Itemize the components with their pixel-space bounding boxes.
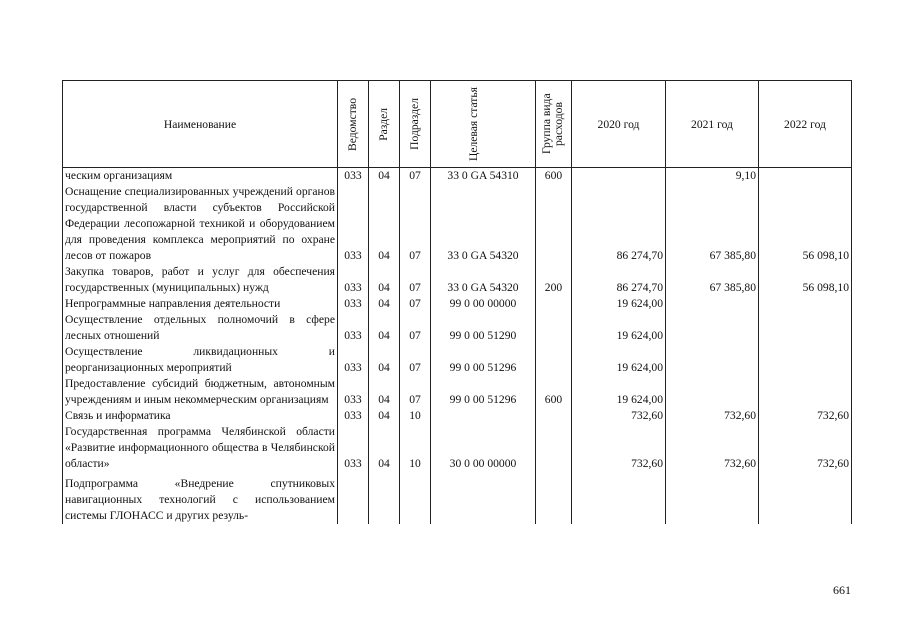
cell-podrazdel: 07 bbox=[400, 168, 431, 185]
cell-razdel: 04 bbox=[369, 168, 400, 185]
cell-group bbox=[536, 184, 572, 264]
cell-2021 bbox=[666, 344, 759, 376]
cell-2020: 732,60 bbox=[572, 424, 666, 472]
header-podrazdel-label: Подраздел bbox=[408, 98, 421, 150]
cell-2022 bbox=[759, 312, 852, 344]
cell-podrazdel: 10 bbox=[400, 424, 431, 472]
cell-2020: 19 624,00 bbox=[572, 312, 666, 344]
cell-podrazdel: 10 bbox=[400, 408, 431, 424]
table-row bbox=[63, 168, 852, 185]
cell-2021: 732,60 bbox=[666, 424, 759, 472]
cell-razdel: 04 bbox=[369, 296, 400, 312]
table-row bbox=[63, 424, 852, 472]
cell-target: 30 0 00 00000 bbox=[431, 424, 536, 472]
table-row bbox=[63, 264, 852, 296]
cell-razdel: 04 bbox=[369, 408, 400, 424]
cell-group: 600 bbox=[536, 168, 572, 185]
header-2022: 2022 год bbox=[759, 81, 852, 168]
cell-target bbox=[431, 472, 536, 524]
table-row bbox=[63, 376, 852, 408]
cell-podrazdel bbox=[400, 472, 431, 524]
cell-group: 200 bbox=[536, 264, 572, 296]
cell-razdel: 04 bbox=[369, 424, 400, 472]
cell-podrazdel: 07 bbox=[400, 184, 431, 264]
cell-name: Непрограммные направления деятельности bbox=[63, 296, 338, 312]
cell-group bbox=[536, 424, 572, 472]
cell-ved: 033 bbox=[338, 344, 369, 376]
cell-ved: 033 bbox=[338, 376, 369, 408]
cell-group bbox=[536, 408, 572, 424]
cell-group bbox=[536, 312, 572, 344]
cell-name: Предоставление субсидий бюджетным, автономным учреждениям и иным некоммерческим организациям bbox=[63, 376, 338, 408]
cell-2020: 86 274,70 bbox=[572, 264, 666, 296]
cell-ved bbox=[338, 472, 369, 524]
header-razdel bbox=[369, 81, 400, 168]
header-target bbox=[431, 81, 536, 168]
cell-name: Подпрограмма «Внедрение спутниковых навигационных технологий с использованием системы ГЛОНАСС и других резуль- bbox=[63, 472, 338, 524]
header-2020: 2020 год bbox=[572, 81, 666, 168]
cell-name: Осуществление ликвидационных и реорганизационных мероприятий bbox=[63, 344, 338, 376]
cell-2022 bbox=[759, 296, 852, 312]
cell-name: Осуществление отдельных полномочий в сфере лесных отношений bbox=[63, 312, 338, 344]
cell-group: 600 bbox=[536, 376, 572, 408]
header-2021: 2021 год bbox=[666, 81, 759, 168]
header-group-label: Группа вида расходов bbox=[539, 93, 565, 155]
table-row bbox=[63, 344, 852, 376]
cell-razdel: 04 bbox=[369, 312, 400, 344]
cell-2020: 19 624,00 bbox=[572, 296, 666, 312]
cell-2021: 67 385,80 bbox=[666, 264, 759, 296]
cell-ved: 033 bbox=[338, 184, 369, 264]
cell-target: 99 0 00 51296 bbox=[431, 344, 536, 376]
cell-target: 33 0 GA 54310 bbox=[431, 168, 536, 185]
cell-group bbox=[536, 472, 572, 524]
cell-2020: 19 624,00 bbox=[572, 376, 666, 408]
cell-podrazdel: 07 bbox=[400, 264, 431, 296]
budget-table bbox=[62, 80, 852, 524]
cell-ved: 033 bbox=[338, 168, 369, 185]
cell-podrazdel: 07 bbox=[400, 344, 431, 376]
cell-2020 bbox=[572, 472, 666, 524]
cell-2022: 732,60 bbox=[759, 424, 852, 472]
cell-2021 bbox=[666, 296, 759, 312]
cell-ved: 033 bbox=[338, 424, 369, 472]
cell-podrazdel: 07 bbox=[400, 296, 431, 312]
cell-2022 bbox=[759, 376, 852, 408]
cell-2022 bbox=[759, 472, 852, 524]
cell-target: 33 0 GA 54320 bbox=[431, 184, 536, 264]
header-vedomstvo bbox=[338, 81, 369, 168]
header-podrazdel bbox=[400, 81, 431, 168]
cell-2021: 9,10 bbox=[666, 168, 759, 185]
header-razdel-label: Раздел bbox=[377, 107, 390, 141]
cell-2021 bbox=[666, 312, 759, 344]
cell-ved: 033 bbox=[338, 296, 369, 312]
cell-2021 bbox=[666, 376, 759, 408]
cell-name: Государственная программа Челябинской области «Развитие информационного общества в Челябинской области» bbox=[63, 424, 338, 472]
cell-2020: 86 274,70 bbox=[572, 184, 666, 264]
header-name: Наименование bbox=[63, 81, 338, 168]
cell-2021: 67 385,80 bbox=[666, 184, 759, 264]
header-target-label: Целевая статья bbox=[467, 86, 480, 162]
table-row bbox=[63, 408, 852, 424]
cell-podrazdel: 07 bbox=[400, 312, 431, 344]
table-header-row bbox=[63, 81, 852, 168]
table-row bbox=[63, 296, 852, 312]
cell-target: 99 0 00 51296 bbox=[431, 376, 536, 408]
cell-2021: 732,60 bbox=[666, 408, 759, 424]
header-group bbox=[536, 81, 572, 168]
cell-target bbox=[431, 408, 536, 424]
cell-name: ческим организациям bbox=[63, 168, 338, 185]
cell-ved: 033 bbox=[338, 264, 369, 296]
table-row bbox=[63, 472, 852, 524]
cell-2022: 56 098,10 bbox=[759, 264, 852, 296]
cell-razdel: 04 bbox=[369, 184, 400, 264]
header-vedomstvo-label: Ведомство bbox=[346, 97, 359, 151]
cell-2022 bbox=[759, 168, 852, 185]
table-row bbox=[63, 184, 852, 264]
cell-2022: 56 098,10 bbox=[759, 184, 852, 264]
cell-target: 99 0 00 51290 bbox=[431, 312, 536, 344]
cell-razdel bbox=[369, 472, 400, 524]
cell-2022 bbox=[759, 344, 852, 376]
cell-name: Оснащение специализированных учреждений органов государственной власти субъектов Российской Федерации лесопожарной техникой и оборудованием для проведения комплекса мероприятий по охране лесов от пожаров bbox=[63, 184, 338, 264]
cell-name: Связь и информатика bbox=[63, 408, 338, 424]
cell-2022: 732,60 bbox=[759, 408, 852, 424]
cell-razdel: 04 bbox=[369, 264, 400, 296]
cell-podrazdel: 07 bbox=[400, 376, 431, 408]
cell-2020 bbox=[572, 168, 666, 185]
cell-group bbox=[536, 296, 572, 312]
cell-name: Закупка товаров, работ и услуг для обеспечения государственных (муниципальных) нужд bbox=[63, 264, 338, 296]
cell-2020: 19 624,00 bbox=[572, 344, 666, 376]
cell-2020: 732,60 bbox=[572, 408, 666, 424]
cell-ved: 033 bbox=[338, 408, 369, 424]
cell-razdel: 04 bbox=[369, 344, 400, 376]
cell-razdel: 04 bbox=[369, 376, 400, 408]
cell-target: 33 0 GA 54320 bbox=[431, 264, 536, 296]
cell-2021 bbox=[666, 472, 759, 524]
table-row bbox=[63, 312, 852, 344]
page-number: 661 bbox=[833, 583, 851, 597]
cell-group bbox=[536, 344, 572, 376]
cell-target: 99 0 00 00000 bbox=[431, 296, 536, 312]
cell-ved: 033 bbox=[338, 312, 369, 344]
